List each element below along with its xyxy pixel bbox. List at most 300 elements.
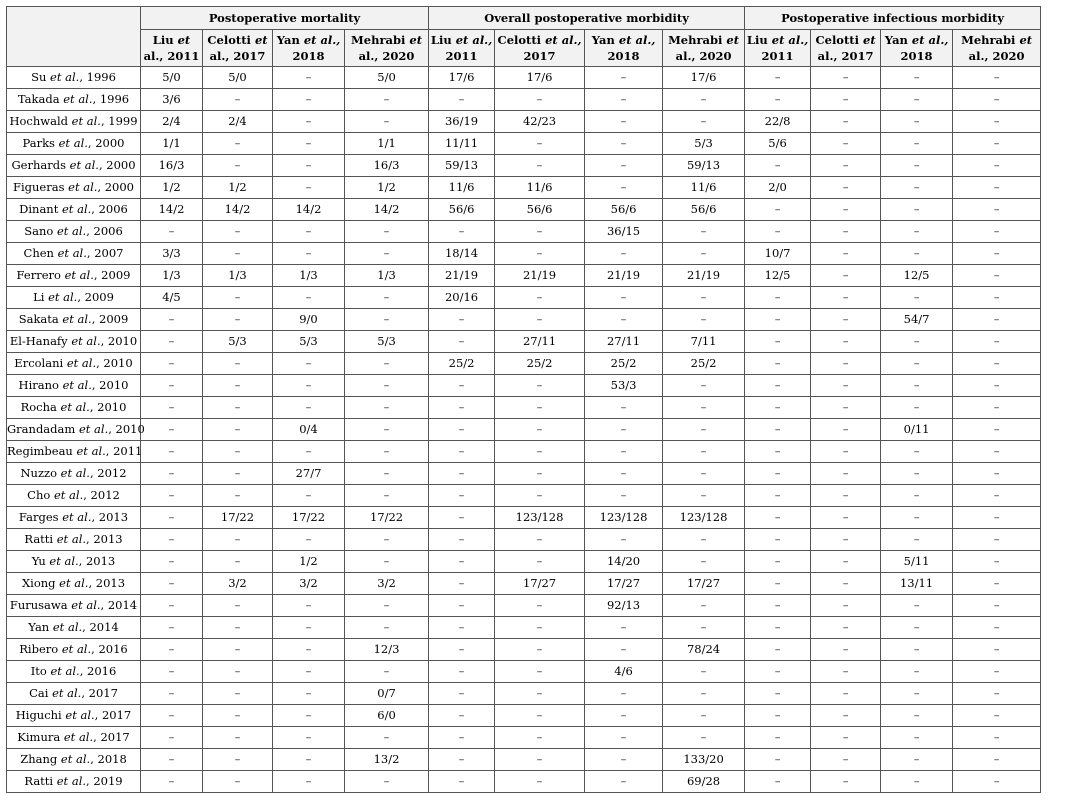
data-cell: – [811,441,881,463]
data-cell: – [203,683,273,705]
study-cell [7,397,141,419]
study-author: Ercolani [14,356,64,370]
table-row [7,507,1041,529]
study-cell [7,705,141,727]
data-cell: – [745,595,811,617]
data-cell: – [811,595,881,617]
data-cell: – [881,463,953,485]
data-cell: – [953,375,1041,397]
data-cell: – [745,551,811,573]
data-cell: – [203,705,273,727]
data-cell: – [585,705,663,727]
study-author: Cho [27,488,51,502]
data-cell: – [273,771,345,793]
data-cell: – [585,397,663,419]
data-cell: – [273,287,345,309]
data-cell: – [881,639,953,661]
study-etal: et al. [58,136,88,150]
data-cell: 5/3 [273,331,345,353]
data-cell: – [881,287,953,309]
data-cell: – [881,375,953,397]
data-cell: 25/2 [663,353,745,375]
data-cell: 42/23 [495,111,585,133]
study-author: Su [31,70,47,84]
data-cell: – [811,243,881,265]
data-cell: – [811,375,881,397]
study-year: , 2018 [90,752,127,766]
data-cell: – [273,353,345,375]
data-cell: – [141,485,203,507]
data-cell: – [429,771,495,793]
data-cell: – [429,595,495,617]
study-year: , 1996 [79,70,116,84]
study-year: , 1999 [100,114,138,128]
data-cell: – [495,595,585,617]
data-cell: – [663,89,745,111]
data-cell: 27/11 [585,331,663,353]
table-row [7,243,1041,265]
study-year: , 2019 [86,774,123,788]
data-cell: – [345,375,429,397]
review-etal: et al., [911,33,949,47]
study-etal: et al. [56,532,87,546]
study-year: , 2013 [91,510,129,524]
data-cell: – [953,309,1041,331]
corner-cell [7,7,141,67]
data-cell: – [811,727,881,749]
study-cell [7,177,141,199]
data-cell: 14/2 [141,199,203,221]
data-cell: – [203,221,273,243]
review-etal: et [177,33,191,47]
data-cell: – [429,89,495,111]
study-author: Rocha [20,400,57,414]
data-cell: – [745,287,811,309]
study-author: Parks [22,136,55,150]
data-cell: – [663,705,745,727]
data-cell: – [585,89,663,111]
study-etal: et al. [71,598,101,612]
data-cell: 1/2 [203,177,273,199]
data-cell: – [203,353,273,375]
study-author: Figueras [12,180,65,194]
data-cell: – [203,485,273,507]
study-etal: et al. [63,92,93,106]
data-cell: – [495,771,585,793]
study-author: Farges [18,510,59,524]
data-cell: – [663,111,745,133]
data-cell: 1/2 [141,177,203,199]
table-row [7,287,1041,309]
data-cell: – [745,463,811,485]
data-cell: – [663,595,745,617]
data-cell: – [663,419,745,441]
data-cell: – [953,133,1041,155]
data-cell: – [745,309,811,331]
review-author: Celotti [497,33,542,47]
data-cell: 3/2 [203,573,273,595]
study-year: , 2017 [94,708,132,722]
data-cell: – [745,639,811,661]
study-cell [7,89,141,111]
data-cell: – [495,419,585,441]
study-cell [7,529,141,551]
data-cell: – [663,485,745,507]
data-cell: – [745,199,811,221]
data-cell: – [881,353,953,375]
data-cell: – [745,485,811,507]
study-etal: et al. [59,576,89,590]
data-cell: – [495,639,585,661]
data-cell: – [203,397,273,419]
table-header [7,7,1041,67]
table-row [7,705,1041,727]
data-cell: – [429,683,495,705]
data-cell: – [273,705,345,727]
study-etal: et al. [49,554,79,568]
data-cell: – [585,155,663,177]
review-header-cell [953,30,1041,67]
study-cell [7,331,141,353]
data-cell: 3/6 [141,89,203,111]
study-etal: et al. [62,312,92,326]
table-row [7,353,1041,375]
table-row [7,639,1041,661]
data-cell: – [141,727,203,749]
data-cell: – [953,485,1041,507]
data-cell: 1/3 [141,265,203,287]
table-row [7,331,1041,353]
data-cell: – [811,155,881,177]
data-cell: – [881,683,953,705]
table-row [7,89,1041,111]
study-cell [7,507,141,529]
data-cell: – [881,507,953,529]
data-cell: – [345,463,429,485]
data-cell: 1/1 [345,133,429,155]
data-cell: 36/19 [429,111,495,133]
data-cell: – [663,529,745,551]
data-cell: 17/22 [345,507,429,529]
data-cell: – [811,463,881,485]
data-cell: 14/2 [345,199,429,221]
data-cell: – [953,397,1041,419]
data-cell: 78/24 [663,639,745,661]
table-row [7,683,1041,705]
table-row [7,111,1041,133]
data-cell: 16/3 [141,155,203,177]
study-etal: et al. [63,730,94,744]
data-cell: – [495,617,585,639]
data-cell: – [585,485,663,507]
data-cell: 1/2 [345,177,429,199]
table-row [7,441,1041,463]
study-author: Li [33,290,45,304]
study-cell [7,573,141,595]
review-header-line-2: 2018 [292,49,325,63]
data-cell: – [811,617,881,639]
table-row [7,397,1041,419]
study-author: Hirano [18,378,59,392]
data-cell: – [345,243,429,265]
table-row [7,551,1041,573]
study-author: Ito [30,664,47,678]
study-year: , 2014 [100,598,138,612]
data-cell: – [429,727,495,749]
study-year: , 2012 [89,466,127,480]
review-header-line-1 [141,32,202,48]
data-cell: – [429,705,495,727]
data-cell: – [745,727,811,749]
data-cell: – [429,639,495,661]
data-cell: 53/3 [585,375,663,397]
data-cell: – [811,111,881,133]
data-cell: 25/2 [585,353,663,375]
data-cell: – [495,375,585,397]
study-year: , 2017 [81,686,118,700]
data-cell: – [585,639,663,661]
review-header-line-1 [663,32,744,48]
data-cell: 27/11 [495,331,585,353]
data-cell: – [811,221,881,243]
data-cell: 14/2 [273,199,345,221]
data-cell: – [141,573,203,595]
data-cell: – [495,133,585,155]
study-cell [7,617,141,639]
data-cell: – [881,617,953,639]
data-cell: – [203,727,273,749]
table-row [7,727,1041,749]
data-cell: – [745,617,811,639]
data-cell: – [663,287,745,309]
study-etal: et al. [48,290,78,304]
data-cell: – [495,727,585,749]
data-cell: – [745,221,811,243]
data-cell: – [663,243,745,265]
study-year: , 2006 [86,224,123,238]
study-etal: et al. [68,180,98,194]
study-etal: et al. [62,202,92,216]
data-cell: – [585,683,663,705]
data-cell: – [953,661,1041,683]
data-cell: 5/6 [745,133,811,155]
data-cell: 4/6 [585,661,663,683]
data-cell: – [141,639,203,661]
study-etal: et al. [71,114,101,128]
data-cell: – [203,419,273,441]
data-cell: 1/3 [345,265,429,287]
data-cell: 92/13 [585,595,663,617]
data-cell: – [881,749,953,771]
review-header-line-1 [585,32,662,48]
data-cell: – [663,397,745,419]
data-cell: – [881,67,953,89]
data-cell: – [141,749,203,771]
data-cell: – [953,705,1041,727]
data-cell: 2/4 [141,111,203,133]
review-etal: et [863,33,876,47]
study-cell [7,485,141,507]
data-cell: – [953,177,1041,199]
study-cell [7,221,141,243]
data-cell: – [881,221,953,243]
study-etal: et al. [52,686,82,700]
data-cell: – [745,441,811,463]
study-year: , 2014 [82,620,119,634]
review-author: Celotti [815,33,859,47]
data-cell: – [141,705,203,727]
data-cell: – [811,683,881,705]
study-year: , 2016 [91,642,128,656]
study-cell [7,463,141,485]
study-year: , 2012 [83,488,120,502]
table-row [7,265,1041,287]
data-cell: – [811,419,881,441]
data-cell: – [273,243,345,265]
study-etal: et al. [53,488,84,502]
data-cell: – [203,441,273,463]
study-author: Hochwald [9,114,69,128]
data-cell: – [811,265,881,287]
data-cell: – [495,309,585,331]
study-author: Takada [17,92,60,106]
data-cell: – [811,67,881,89]
review-etal: et al., [545,33,582,47]
data-cell: 5/11 [881,551,953,573]
review-header-cell [495,30,585,67]
data-cell: – [203,529,273,551]
group-header-infectious-morbidity: Postoperative infectious morbidity [745,7,1041,30]
study-author: Xiong [21,576,56,590]
data-cell: – [429,419,495,441]
data-cell: – [203,749,273,771]
data-cell: – [953,529,1041,551]
data-cell: 11/6 [663,177,745,199]
data-cell: – [429,309,495,331]
study-year: , 2010 [108,422,145,436]
study-cell [7,309,141,331]
study-cell [7,749,141,771]
data-cell: – [811,177,881,199]
data-cell: – [429,573,495,595]
data-cell: 9/0 [273,309,345,331]
data-cell: – [273,485,345,507]
data-cell: – [345,287,429,309]
data-cell: 17/22 [203,507,273,529]
data-cell: – [345,617,429,639]
data-cell: – [495,683,585,705]
data-cell: – [345,419,429,441]
data-cell: – [273,595,345,617]
study-author: Chen [23,246,54,260]
table-row [7,463,1041,485]
data-cell: – [345,89,429,111]
study-cell [7,353,141,375]
study-author: Furusawa [9,598,68,612]
review-author: Mehrabi [668,33,723,47]
data-cell: 21/19 [585,265,663,287]
data-cell: – [273,89,345,111]
data-cell: – [141,595,203,617]
data-cell: 56/6 [495,199,585,221]
data-cell: – [203,155,273,177]
review-etal: et [409,33,423,47]
data-cell: 12/3 [345,639,429,661]
review-header-cell [881,30,953,67]
data-cell: 6/0 [345,705,429,727]
data-cell: – [273,221,345,243]
review-author: Mehrabi [961,33,1016,47]
data-cell: 13/2 [345,749,429,771]
data-cell: – [585,111,663,133]
data-cell: 18/14 [429,243,495,265]
study-year: , 2013 [86,532,123,546]
data-cell: – [585,133,663,155]
review-header-cell [585,30,663,67]
data-cell: – [745,397,811,419]
review-header-line-1 [429,32,494,48]
study-author: Kimura [17,730,61,744]
data-cell: – [203,617,273,639]
study-cell [7,67,141,89]
data-cell: – [141,397,203,419]
data-cell: – [345,441,429,463]
data-cell: 14/2 [203,199,273,221]
data-cell: 21/19 [429,265,495,287]
study-author: Yan [28,620,50,634]
data-cell: – [345,221,429,243]
review-etal: et al., [303,33,341,47]
data-cell: – [273,529,345,551]
data-cell: 123/128 [585,507,663,529]
data-cell: – [745,771,811,793]
data-cell: 17/6 [495,67,585,89]
study-author: Sakata [18,312,59,326]
data-cell: – [663,441,745,463]
review-header-line-2: 2017 [523,49,556,63]
data-cell: 14/20 [585,551,663,573]
data-cell: – [429,375,495,397]
study-etal: et al. [78,422,109,436]
review-author: Yan [591,33,615,47]
study-author: El-Hanafy [9,334,68,348]
data-cell: – [881,441,953,463]
data-cell: – [953,67,1041,89]
data-cell: – [429,551,495,573]
data-cell: – [881,133,953,155]
data-cell: – [811,749,881,771]
study-etal: et al. [60,466,90,480]
review-header-line-1 [495,32,584,48]
review-author: Yan [884,33,908,47]
data-cell: 2/4 [203,111,273,133]
data-cell: 20/16 [429,287,495,309]
data-cell: – [953,551,1041,573]
data-cell: – [141,221,203,243]
data-cell: 59/13 [663,155,745,177]
review-header-line-2: 2018 [607,49,640,63]
data-cell: – [141,309,203,331]
data-cell: – [811,507,881,529]
data-cell: – [953,573,1041,595]
data-cell: 5/0 [141,67,203,89]
data-cell: – [345,353,429,375]
study-etal: et al. [65,708,95,722]
data-cell: – [953,463,1041,485]
data-cell: – [881,661,953,683]
data-cell: – [663,617,745,639]
data-cell: – [495,705,585,727]
